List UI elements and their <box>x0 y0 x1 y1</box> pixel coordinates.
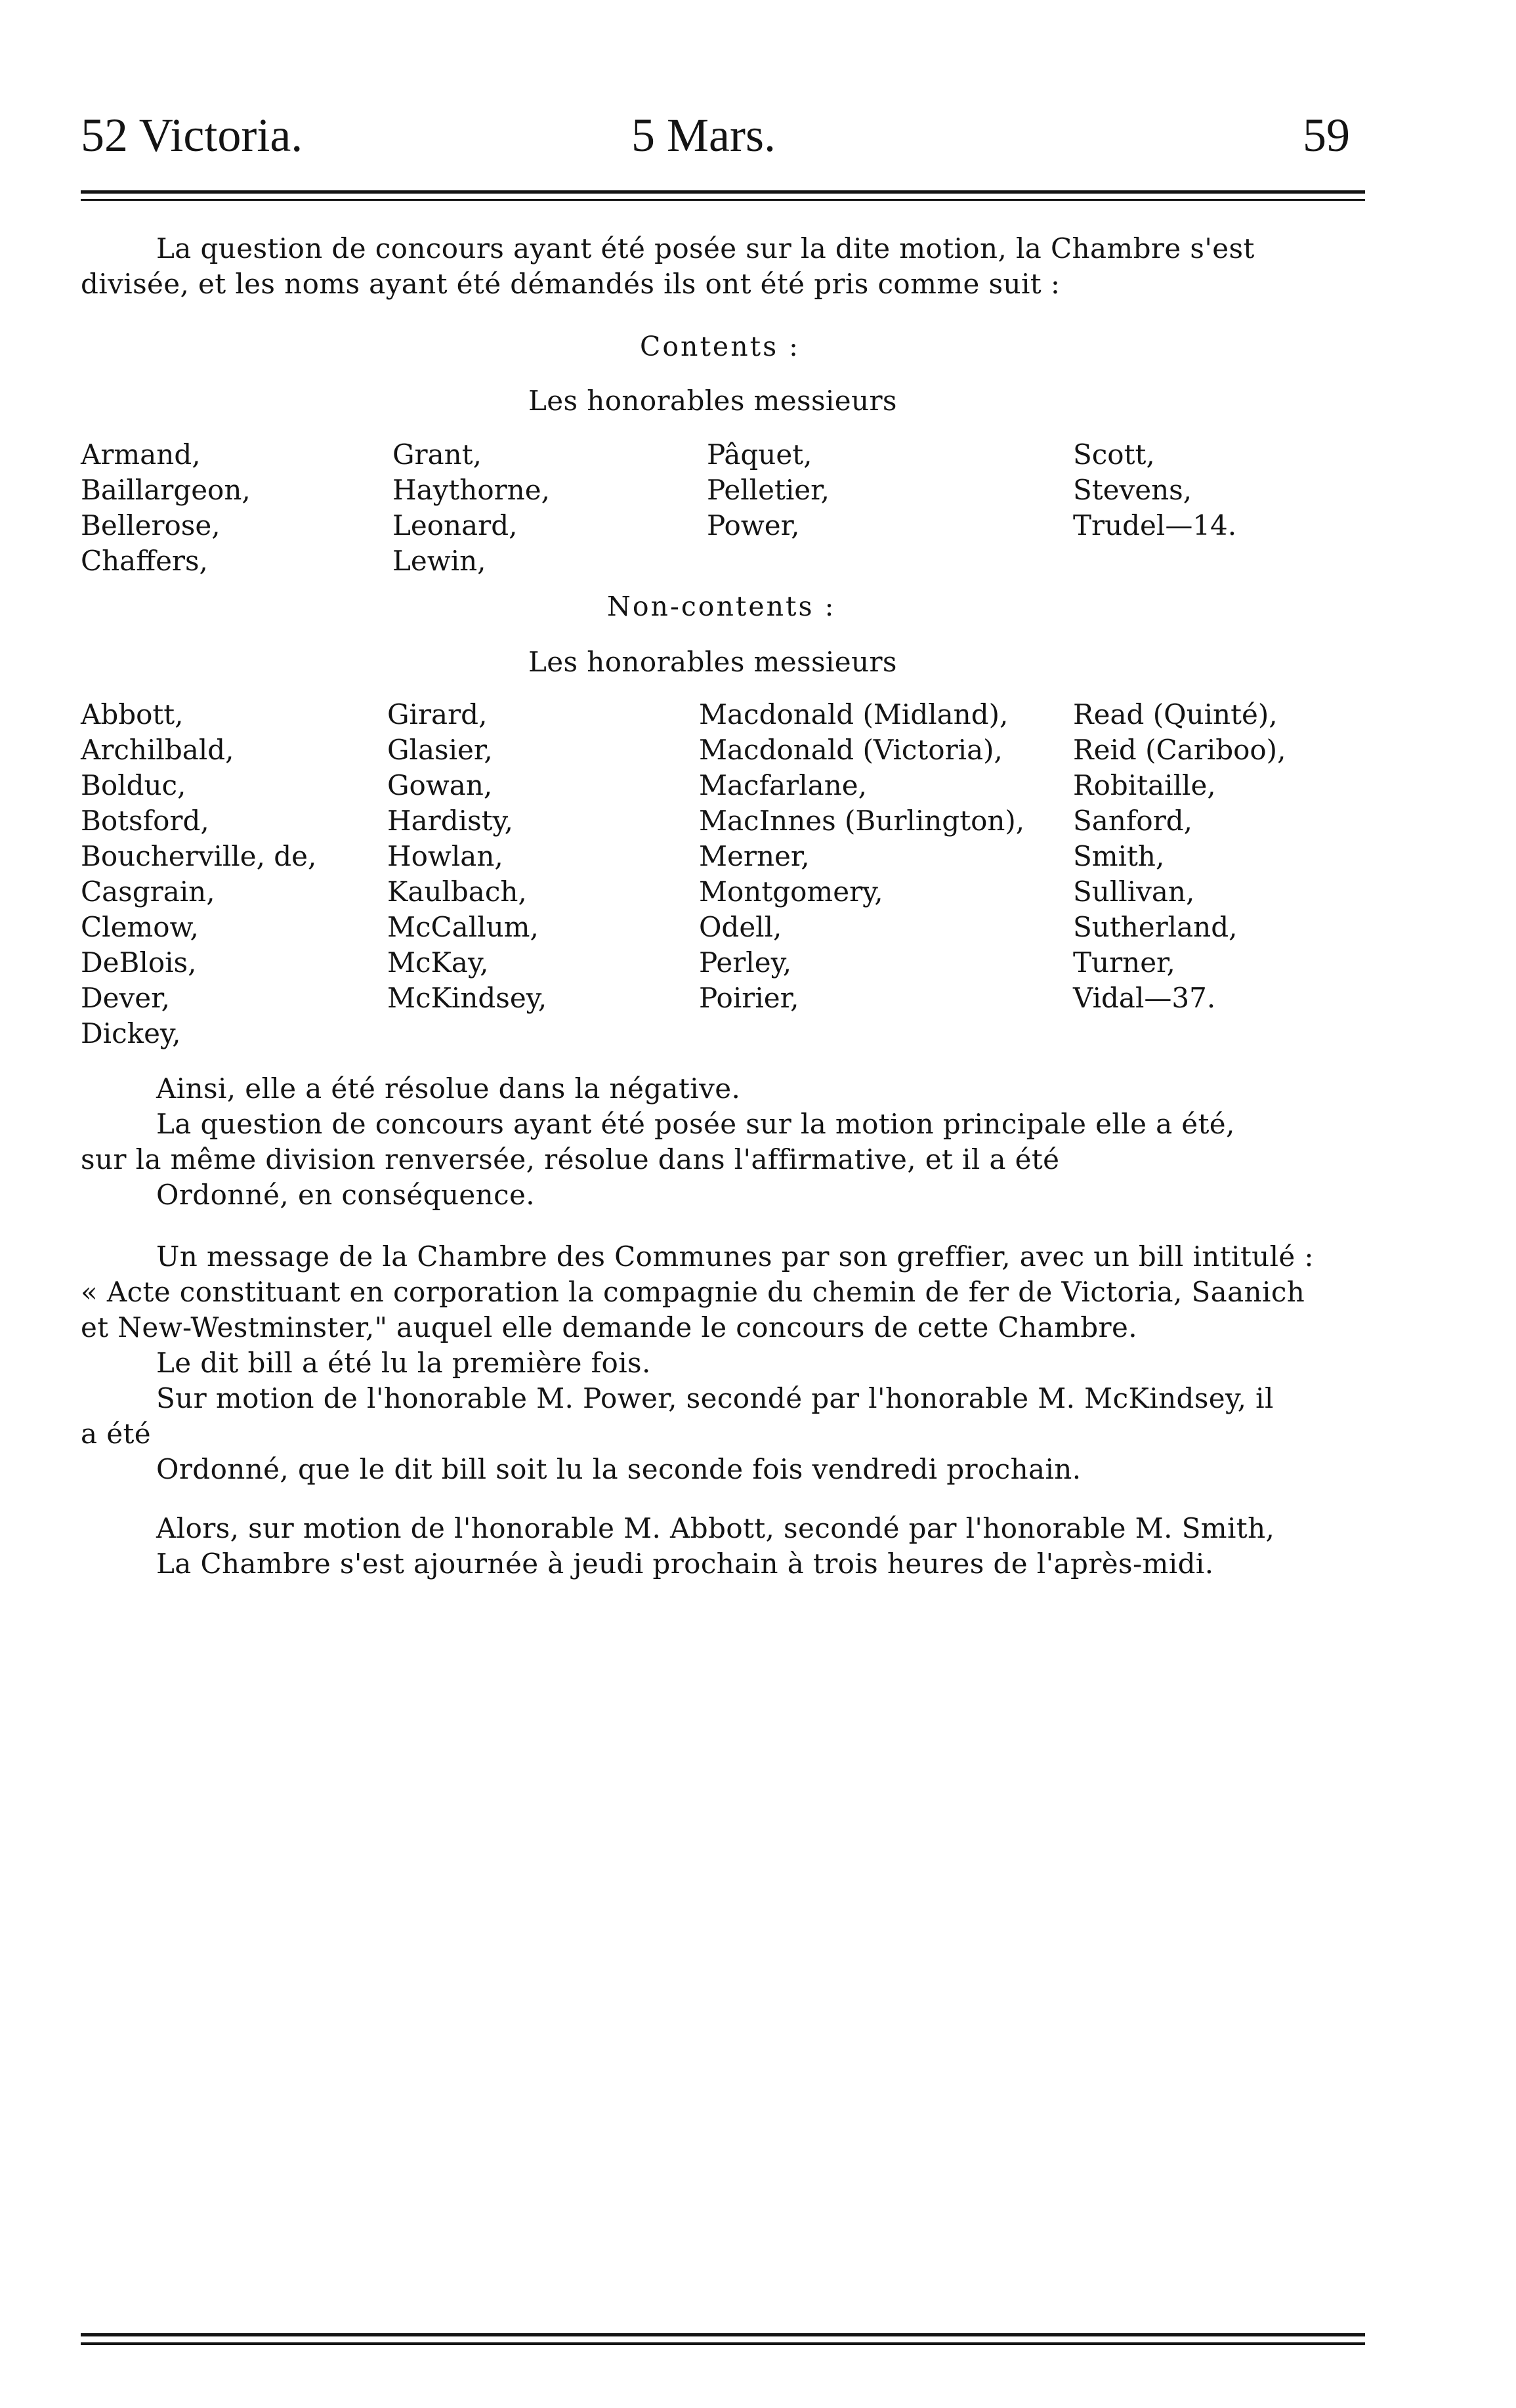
vote-name: Odell, <box>699 911 782 943</box>
vote-name: Hardisty, <box>387 805 513 837</box>
vote-name: Dickey, <box>81 1017 181 1049</box>
vote-name: McKay, <box>387 946 489 979</box>
message-line-7: Ordonné, que le dit bill soit lu la seconde fois vendredi prochain. <box>156 1453 1082 1485</box>
contents-heading: Contents : <box>640 331 800 362</box>
vote-name: Reid (Cariboo), <box>1073 734 1286 766</box>
message-line-4: Le dit bill a été lu la première fois. <box>156 1347 651 1379</box>
vote-name: Casgrain, <box>81 876 215 908</box>
non-contents-column-4 <box>1073 697 1286 1016</box>
intro-line-2: divisée, et les noms ayant été démandés ils ont été pris comme suit : <box>81 268 1061 300</box>
page-number: 59 <box>1303 109 1350 161</box>
vote-name: McKindsey, <box>387 982 547 1014</box>
message-line-6: a été <box>81 1418 151 1450</box>
vote-name: Dever, <box>81 982 170 1014</box>
non-contents-heading: Non-contents : <box>607 591 836 622</box>
result-line-4: Ordonné, en conséquence. <box>156 1179 536 1211</box>
contents-column-1 <box>81 437 251 579</box>
vote-name: Bolduc, <box>81 769 186 801</box>
contents-column-4 <box>1073 437 1236 543</box>
vote-name: Pelletier, <box>707 474 830 506</box>
vote-name: Macfarlane, <box>699 769 867 801</box>
non-contents-subheading: Les honorables messieurs <box>528 646 897 678</box>
vote-name: Lewin, <box>392 545 486 577</box>
vote-name: Sutherland, <box>1073 911 1238 943</box>
message-line-2: « Acte constituant en corporation la compagnie du chemin de fer de Victoria, Saanich <box>81 1276 1305 1308</box>
vote-name: Scott, <box>1073 438 1155 471</box>
vote-name: Botsford, <box>81 805 209 837</box>
vote-name: Stevens, <box>1073 474 1192 506</box>
vote-name: Sanford, <box>1073 805 1193 837</box>
vote-name: Robitaille, <box>1073 769 1216 801</box>
vote-name: Montgomery, <box>699 876 883 908</box>
footer-rule-top <box>81 2333 1365 2336</box>
running-head-session: 52 Victoria. <box>81 109 303 161</box>
vote-name: DeBlois, <box>81 946 197 979</box>
vote-name: Abbott, <box>81 698 184 730</box>
intro-line-1: La question de concours ayant été posée sur la dite motion, la Chambre s'est <box>156 232 1255 264</box>
vote-name: Baillargeon, <box>81 474 251 506</box>
result-line-1: Ainsi, elle a été résolue dans la négative. <box>156 1072 741 1105</box>
non-contents-column-2 <box>387 697 547 1016</box>
vote-name: McCallum, <box>387 911 539 943</box>
running-head-date: 5 Mars. <box>631 109 776 161</box>
vote-name: Glasier, <box>387 734 493 766</box>
vote-name: Haythorne, <box>392 474 550 506</box>
non-contents-column-1 <box>81 697 316 1051</box>
vote-name: Girard, <box>387 698 488 730</box>
vote-name: Gowan, <box>387 769 493 801</box>
adjourn-line-2: La Chambre s'est ajournée à jeudi prochain à trois heures de l'après-midi. <box>156 1548 1214 1580</box>
vote-name: Armand, <box>81 438 201 471</box>
vote-name: Clemow, <box>81 911 199 943</box>
vote-name: Chaffers, <box>81 545 208 577</box>
header-rule-bottom <box>81 199 1365 201</box>
vote-name: Kaulbach, <box>387 876 527 908</box>
message-line-1: Un message de la Chambre des Communes par son greffier, avec un bill intitulé : <box>156 1240 1314 1273</box>
header-rule-top <box>81 190 1365 194</box>
contents-column-2 <box>392 437 550 579</box>
vote-name: Perley, <box>699 946 792 979</box>
vote-name: Bellerose, <box>81 509 221 541</box>
vote-name: Read (Quinté), <box>1073 698 1278 730</box>
vote-name: Poirier, <box>699 982 799 1014</box>
non-contents-column-3 <box>699 697 1024 1016</box>
vote-name: Howlan, <box>387 840 503 872</box>
adjourn-line-1: Alors, sur motion de l'honorable M. Abbott, secondé par l'honorable M. Smith, <box>156 1512 1275 1544</box>
vote-name: Power, <box>707 509 800 541</box>
message-line-3: et New-Westminster," auquel elle demande le concours de cette Chambre. <box>81 1311 1137 1343</box>
vote-name: Vidal—37. <box>1073 982 1216 1014</box>
contents-subheading: Les honorables messieurs <box>528 385 897 417</box>
vote-name: Leonard, <box>392 509 518 541</box>
message-line-5: Sur motion de l'honorable M. Power, secondé par l'honorable M. McKindsey, il <box>156 1382 1274 1414</box>
vote-name: Trudel—14. <box>1073 509 1237 541</box>
vote-name: Smith, <box>1073 840 1165 872</box>
result-line-3: sur la même division renversée, résolue dans l'affirmative, et il a été <box>81 1143 1060 1175</box>
vote-name: Archilbald, <box>81 734 234 766</box>
vote-name: Macdonald (Victoria), <box>699 734 1003 766</box>
contents-column-3 <box>707 437 830 543</box>
vote-name: Boucherville, de, <box>81 840 317 872</box>
vote-name: Grant, <box>392 438 482 471</box>
vote-name: Merner, <box>699 840 810 872</box>
vote-name: MacInnes (Burlington), <box>699 805 1025 837</box>
vote-name: Pâquet, <box>707 438 812 471</box>
vote-name: Turner, <box>1073 946 1175 979</box>
footer-rule-bottom <box>81 2342 1365 2345</box>
vote-name: Macdonald (Midland), <box>699 698 1009 730</box>
vote-name: Sullivan, <box>1073 876 1195 908</box>
result-line-2: La question de concours ayant été posée sur la motion principale elle a été, <box>156 1108 1235 1140</box>
